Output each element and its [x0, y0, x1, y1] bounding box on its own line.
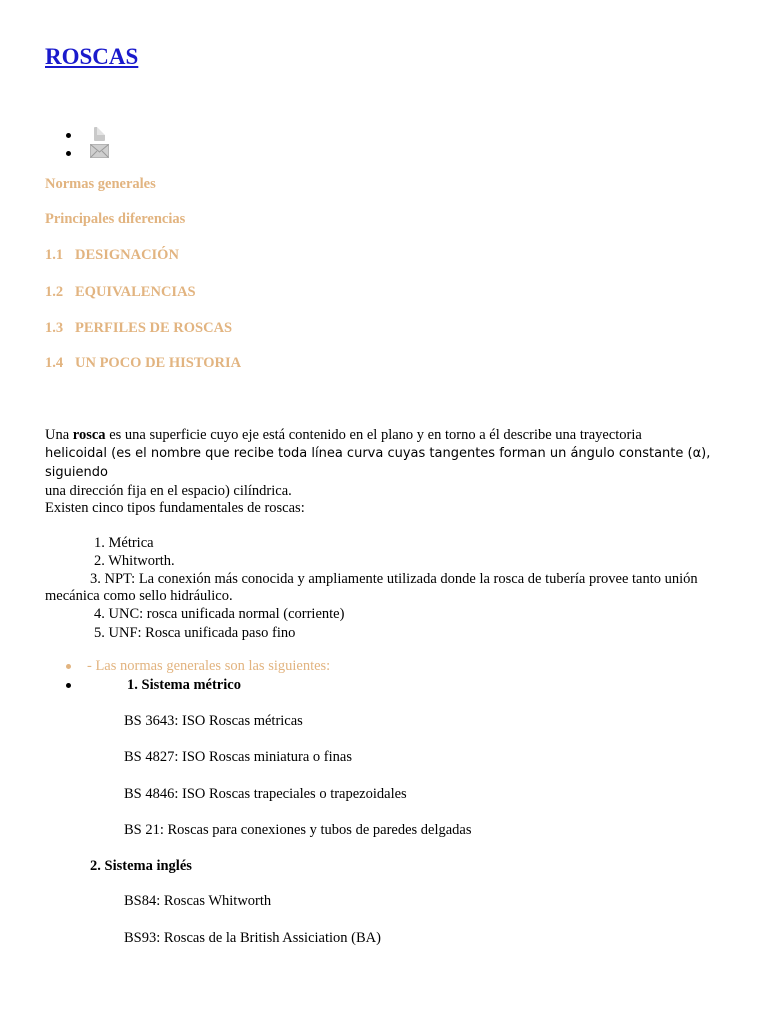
toc-link-normas-generales[interactable]: Normas generales — [45, 176, 156, 192]
list-item-continuation: mecánica como sello hidráulico. — [45, 588, 233, 604]
list-item: 5. UNF: Rosca unificada paso fino — [94, 625, 296, 641]
bullet — [66, 664, 71, 669]
standard-item: BS93: Roscas de la British Assiciation (BA) — [124, 930, 381, 946]
system-english-heading: 2. Sistema inglés — [90, 858, 192, 874]
norms-intro: - Las normas generales son las siguientes: — [66, 658, 330, 675]
bullet — [66, 151, 71, 156]
standard-item: BS84: Roscas Whitworth — [124, 893, 272, 909]
page-title[interactable]: ROSCAS — [45, 44, 139, 69]
toc-link-historia[interactable]: 1.4 UN POCO DE HISTORIA — [45, 355, 242, 371]
mail-icon[interactable] — [90, 144, 109, 158]
toc-link-principales-diferencias[interactable]: Principales diferencias — [45, 211, 186, 227]
standard-item: BS 4827: ISO Roscas miniatura o finas — [124, 749, 352, 765]
bullet — [66, 683, 71, 688]
types-intro: Existen cinco tipos fundamentales de roscas: — [45, 500, 305, 516]
document-icon[interactable] — [94, 127, 105, 141]
list-item: 4. UNC: rosca unificada normal (corriente) — [94, 606, 345, 622]
system-metric-heading: 1. Sistema métrico — [66, 677, 241, 694]
bullet — [66, 133, 71, 138]
list-item: 3. NPT: La conexión más conocida y ampliamente utilizada donde la rosca de tubería provee tanto unión — [90, 571, 698, 587]
standard-item: BS 4846: ISO Roscas trapeciales o trapezoidales — [124, 786, 407, 802]
list-item: 2. Whitworth. — [94, 553, 175, 569]
toc-link-perfiles[interactable]: 1.3 PERFILES DE ROSCAS — [45, 320, 233, 336]
toc-link-equivalencias[interactable]: 1.2 EQUIVALENCIAS — [45, 284, 196, 300]
list-item: 1. Métrica — [94, 535, 154, 551]
standard-item: BS 3643: ISO Roscas métricas — [124, 713, 303, 729]
toc-link-designacion[interactable]: 1.1 DESIGNACIÓN — [45, 247, 179, 263]
intro-paragraph: Una rosca es una superficie cuyo eje está contenido en el plano y en torno a él describe una trayectoria helicoidal (es el nombre que recibe toda línea curva cuyas tangentes forman un ángulo constante (α), siguiendo una dirección fija en el espacio) cilíndrica. — [45, 427, 711, 499]
standard-item: BS 21: Roscas para conexiones y tubos de paredes delgadas — [124, 822, 472, 838]
